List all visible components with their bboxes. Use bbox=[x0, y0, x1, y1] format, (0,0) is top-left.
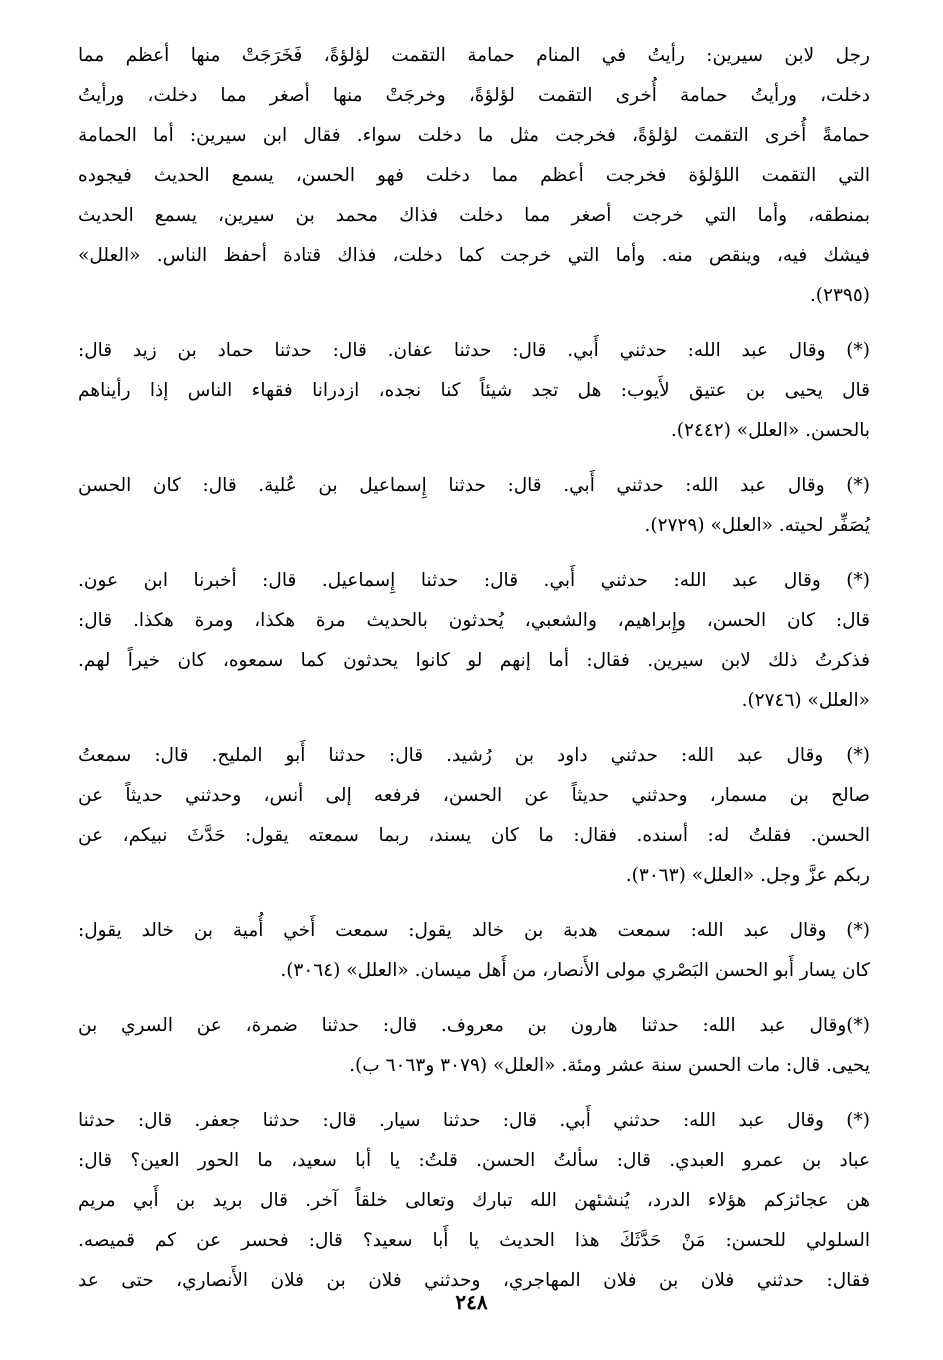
text-line: دخلت، ورأيتُ حمامة أُخرى التقمت لؤلؤةً، وخرجَتْ منها أصغر مما دخلت، ورأيتُ bbox=[78, 85, 870, 106]
text-line: رجل لابن سيرين: رأيتُ في المنام حمامة التقمت لؤلؤةً، فَخَرَجَتْ منها أعظم مما bbox=[78, 45, 870, 66]
text-line: (*) وقال عبد الله: سمعت هدبة بن خالد يقول: سمعت أَخي أُمية بن خالد يقول: bbox=[78, 920, 870, 941]
text-line: (*) وقال عبد الله: حدثني أَبي. قال: حدثنا إِسماعيل بن عُلية. قال: كان الحسن bbox=[78, 475, 870, 496]
paragraph-6 bbox=[78, 911, 870, 991]
text-line: عباد بن عمرو العبدي. قال: سألتُ الحسن. قلتُ: يا أبا سعيد، ما الحور العين؟ قال: bbox=[78, 1150, 870, 1171]
text-line: صالح بن مسمار، وحدثني حديثاً عن الحسن، فرفعه إلى أنس، وحدثني حديثاً عن bbox=[78, 785, 870, 806]
text-line: فذكرتُ ذلك لابن سيرين. فقال: أما إنهم لو كانوا يحدثون كما سمعوه، كان خيراً لهم. bbox=[78, 650, 870, 671]
text-line: (*) وقال عبد الله: حدثني أَبي. قال: حدثنا سيار. قال: حدثنا جعفر. قال: حدثنا bbox=[78, 1110, 870, 1131]
text-line: (*) وقال عبد الله: حدثني أَبي. قال: حدثنا إِسماعيل. قال: أخبرنا ابن عون. bbox=[78, 570, 870, 591]
text-line: (*) وقال عبد الله: حدثني أَبي. قال: حدثنا عفان. قال: حدثنا حماد بن زيد قال: bbox=[78, 340, 870, 361]
paragraph-8 bbox=[78, 1101, 870, 1301]
text-line: (*)وقال عبد الله: حدثنا هارون بن معروف. قال: حدثنا ضمرة، عن السري بن bbox=[78, 1015, 870, 1036]
text-line: (*) وقال عبد الله: حدثني داود بن رُشيد. قال: حدثنا أَبو المليح. قال: سمعتُ bbox=[78, 745, 870, 766]
page-body bbox=[78, 36, 870, 1316]
text-line: بالحسن. «العلل» (٢٤٤٢). bbox=[670, 420, 870, 441]
text-line: السلولي للحسن: مَنْ حَدَّثَكَ هذا الحديث يا أَبا سعيد؟ قال: فحسر عن كم قميصه. bbox=[78, 1230, 870, 1251]
page-number: ٢٤٨ bbox=[455, 1290, 488, 1314]
text-line: «العلل» (٢٧٤٦). bbox=[741, 690, 870, 711]
text-line: فقال: حدثني فلان بن فلان المهاجري، وحدثني فلان بن فلان الأَنصاري، حتى عد bbox=[78, 1270, 870, 1291]
text-line: يحيى. قال: مات الحسن سنة عشر ومئة. «العلل» (٣٠٧٩ و٦٠٦٣ ب). bbox=[349, 1055, 870, 1076]
paragraph-2 bbox=[78, 331, 870, 451]
text-line: كان يسار أَبو الحسن البَصْري مولى الأَنصار، من أَهل ميسان. «العلل» (٣٠٦٤). bbox=[280, 960, 870, 981]
text-line: (٢٣٩٥). bbox=[809, 285, 870, 306]
paragraph-5 bbox=[78, 736, 870, 896]
text-line: فيشك فيه، وينقص منه. وأما التي خرجت كما دخلت، فذاك قتادة أحفظ الناس. «العلل» bbox=[78, 245, 870, 266]
paragraph-1 bbox=[78, 36, 870, 316]
text-line: حمامةً أُخرى التقمت لؤلؤةً، فخرجت مثل ما دخلت سواء. فقال ابن سيرين: أما الحمامة bbox=[78, 125, 870, 146]
text-line: بمنطقه، وأما التي خرجت أصغر مما دخلت فذاك محمد بن سيرين، يسمع الحديث bbox=[78, 205, 870, 226]
paragraph-3 bbox=[78, 466, 870, 546]
text-line: ربكم عزَّ وجل. «العلل» (٣٠٦٣). bbox=[625, 865, 870, 886]
text-line: الحسن. فقلتُ له: أسنده. فقال: ما كان يسند، ربما سمعته يقول: حَدَّثَ نبيكم، عن bbox=[78, 825, 870, 846]
text-line: قال يحيى بن عتيق لأَيوب: هل تجد شيئاً كنا نجده، ازدرانا فقهاء الناس إذا رأيناهم bbox=[78, 380, 870, 401]
text-line: هن عجائزكم هؤلاء الدرد، يُنشئهن الله تبارك وتعالى خلقاً آخر. قال بريد بن أَبي مريم bbox=[78, 1190, 870, 1211]
text-line: قال: كان الحسن، وإِبراهيم، والشعبي، يُحدثون بالحديث مرة هكذا، ومرة هكذا. قال: bbox=[78, 610, 870, 631]
paragraph-7 bbox=[78, 1006, 870, 1086]
text-line: التي التقمت اللؤلؤة فخرجت أعظم مما دخلت فهو الحسن، يسمع الحديث فيجوده bbox=[78, 165, 870, 186]
text-line: يُصَفِّر لحيته. «العلل» (٢٧٢٩). bbox=[644, 515, 870, 536]
paragraph-4 bbox=[78, 561, 870, 721]
